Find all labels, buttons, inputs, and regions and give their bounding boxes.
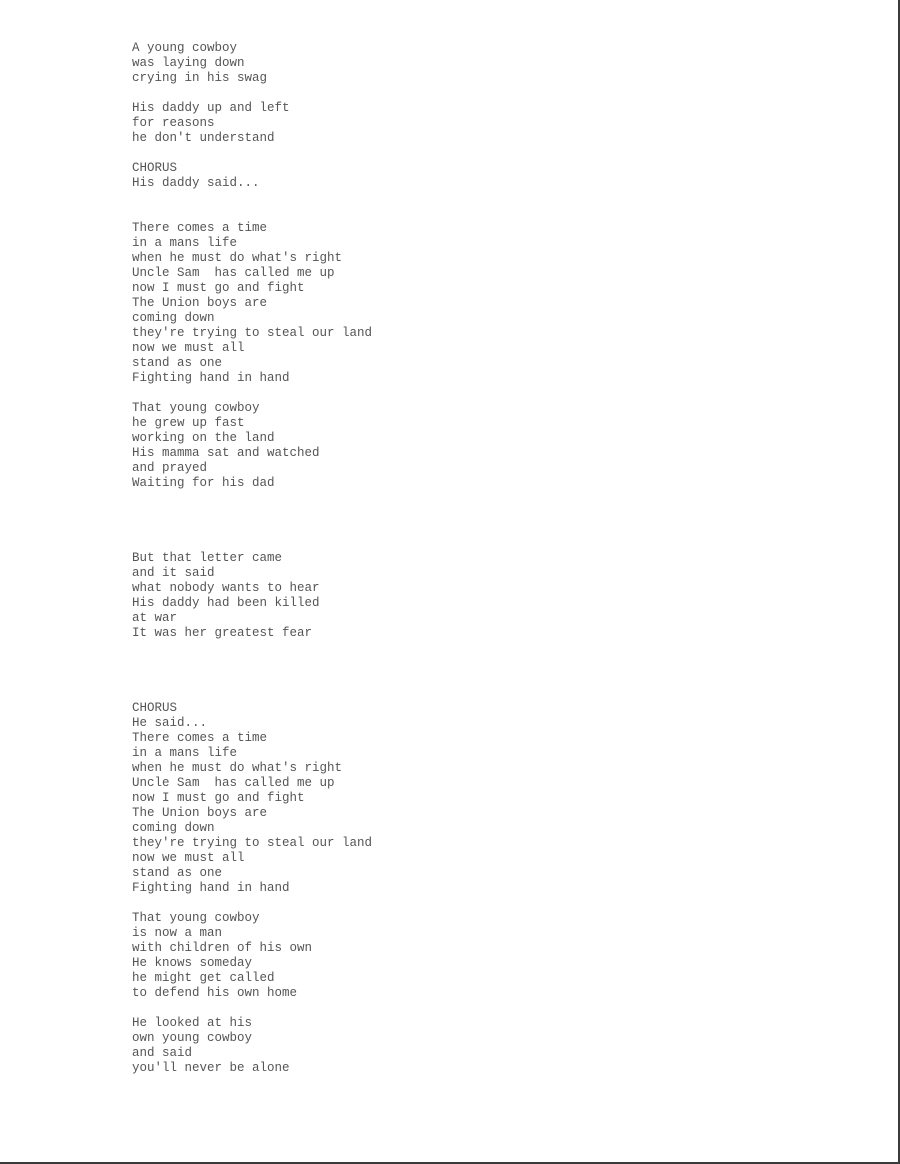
lyric-line: That young cowboy bbox=[132, 911, 260, 925]
lyric-line: for reasons bbox=[132, 116, 215, 130]
lyric-line bbox=[132, 521, 372, 536]
lyric-line: at war bbox=[132, 611, 178, 625]
lyric-line: stand as one bbox=[132, 866, 223, 880]
lyric-line bbox=[132, 206, 372, 221]
lyric-line: to defend his own home bbox=[132, 986, 298, 1000]
lyric-line: you'll never be alone bbox=[132, 1061, 290, 1075]
lyric-line: now I must go and fight bbox=[132, 791, 305, 805]
lyric-line: now I must go and fight bbox=[132, 281, 305, 295]
lyric-line bbox=[132, 191, 372, 206]
lyric-line: now we must all bbox=[132, 851, 245, 865]
lyric-line: The Union boys are bbox=[132, 806, 268, 820]
lyric-line: There comes a time bbox=[132, 731, 268, 745]
lyric-line: he might get called bbox=[132, 971, 275, 985]
lyric-line: Fighting hand in hand bbox=[132, 371, 290, 385]
lyric-line: CHORUS bbox=[132, 161, 178, 175]
lyric-line: It was her greatest fear bbox=[132, 626, 313, 640]
lyric-line: in a mans life bbox=[132, 236, 238, 250]
lyric-line: Fighting hand in hand bbox=[132, 881, 290, 895]
lyric-line: A young cowboy bbox=[132, 41, 238, 55]
lyric-line bbox=[132, 671, 372, 686]
lyric-line: coming down bbox=[132, 821, 215, 835]
lyric-line: is now a man bbox=[132, 926, 223, 940]
lyric-line: He looked at his bbox=[132, 1016, 253, 1030]
lyric-line: he don't understand bbox=[132, 131, 275, 145]
lyric-line: now we must all bbox=[132, 341, 245, 355]
lyric-line: He knows someday bbox=[132, 956, 253, 970]
lyric-line: His daddy had been killed bbox=[132, 596, 320, 610]
lyric-line: His mamma sat and watched bbox=[132, 446, 320, 460]
lyric-line bbox=[132, 86, 372, 101]
lyric-line: and prayed bbox=[132, 461, 208, 475]
lyric-line: Waiting for his dad bbox=[132, 476, 275, 490]
lyric-line: when he must do what's right bbox=[132, 251, 343, 265]
lyric-line bbox=[132, 146, 372, 161]
lyric-line: own young cowboy bbox=[132, 1031, 253, 1045]
lyric-line: But that letter came bbox=[132, 551, 283, 565]
lyric-line bbox=[132, 491, 372, 506]
lyric-line bbox=[132, 656, 372, 671]
lyric-line: Uncle Sam has called me up bbox=[132, 266, 335, 280]
lyric-line: crying in his swag bbox=[132, 71, 268, 85]
lyric-line: they're trying to steal our land bbox=[132, 326, 373, 340]
lyric-line bbox=[132, 686, 372, 701]
lyric-line: and it said bbox=[132, 566, 215, 580]
lyric-line: The Union boys are bbox=[132, 296, 268, 310]
lyric-line bbox=[132, 386, 372, 401]
lyric-line: with children of his own bbox=[132, 941, 313, 955]
lyric-line: His daddy said... bbox=[132, 176, 260, 190]
lyric-line: he grew up fast bbox=[132, 416, 245, 430]
lyric-line: was laying down bbox=[132, 56, 245, 70]
lyric-line: CHORUS bbox=[132, 701, 178, 715]
lyric-line: That young cowboy bbox=[132, 401, 260, 415]
lyric-line: they're trying to steal our land bbox=[132, 836, 373, 850]
lyric-line bbox=[132, 536, 372, 551]
lyric-line: in a mans life bbox=[132, 746, 238, 760]
lyric-line bbox=[132, 506, 372, 521]
lyric-line bbox=[132, 641, 372, 656]
lyric-line: when he must do what's right bbox=[132, 761, 343, 775]
lyric-line: and said bbox=[132, 1046, 193, 1060]
lyric-line: what nobody wants to hear bbox=[132, 581, 320, 595]
lyric-line: He said... bbox=[132, 716, 208, 730]
lyric-line bbox=[132, 896, 372, 911]
lyric-line: His daddy up and left bbox=[132, 101, 290, 115]
lyric-line: stand as one bbox=[132, 356, 223, 370]
lyric-line: There comes a time bbox=[132, 221, 268, 235]
lyric-line: Uncle Sam has called me up bbox=[132, 776, 335, 790]
lyrics-text-block bbox=[132, 41, 372, 1076]
lyric-line: working on the land bbox=[132, 431, 275, 445]
lyric-line bbox=[132, 1001, 372, 1016]
lyric-line: coming down bbox=[132, 311, 215, 325]
